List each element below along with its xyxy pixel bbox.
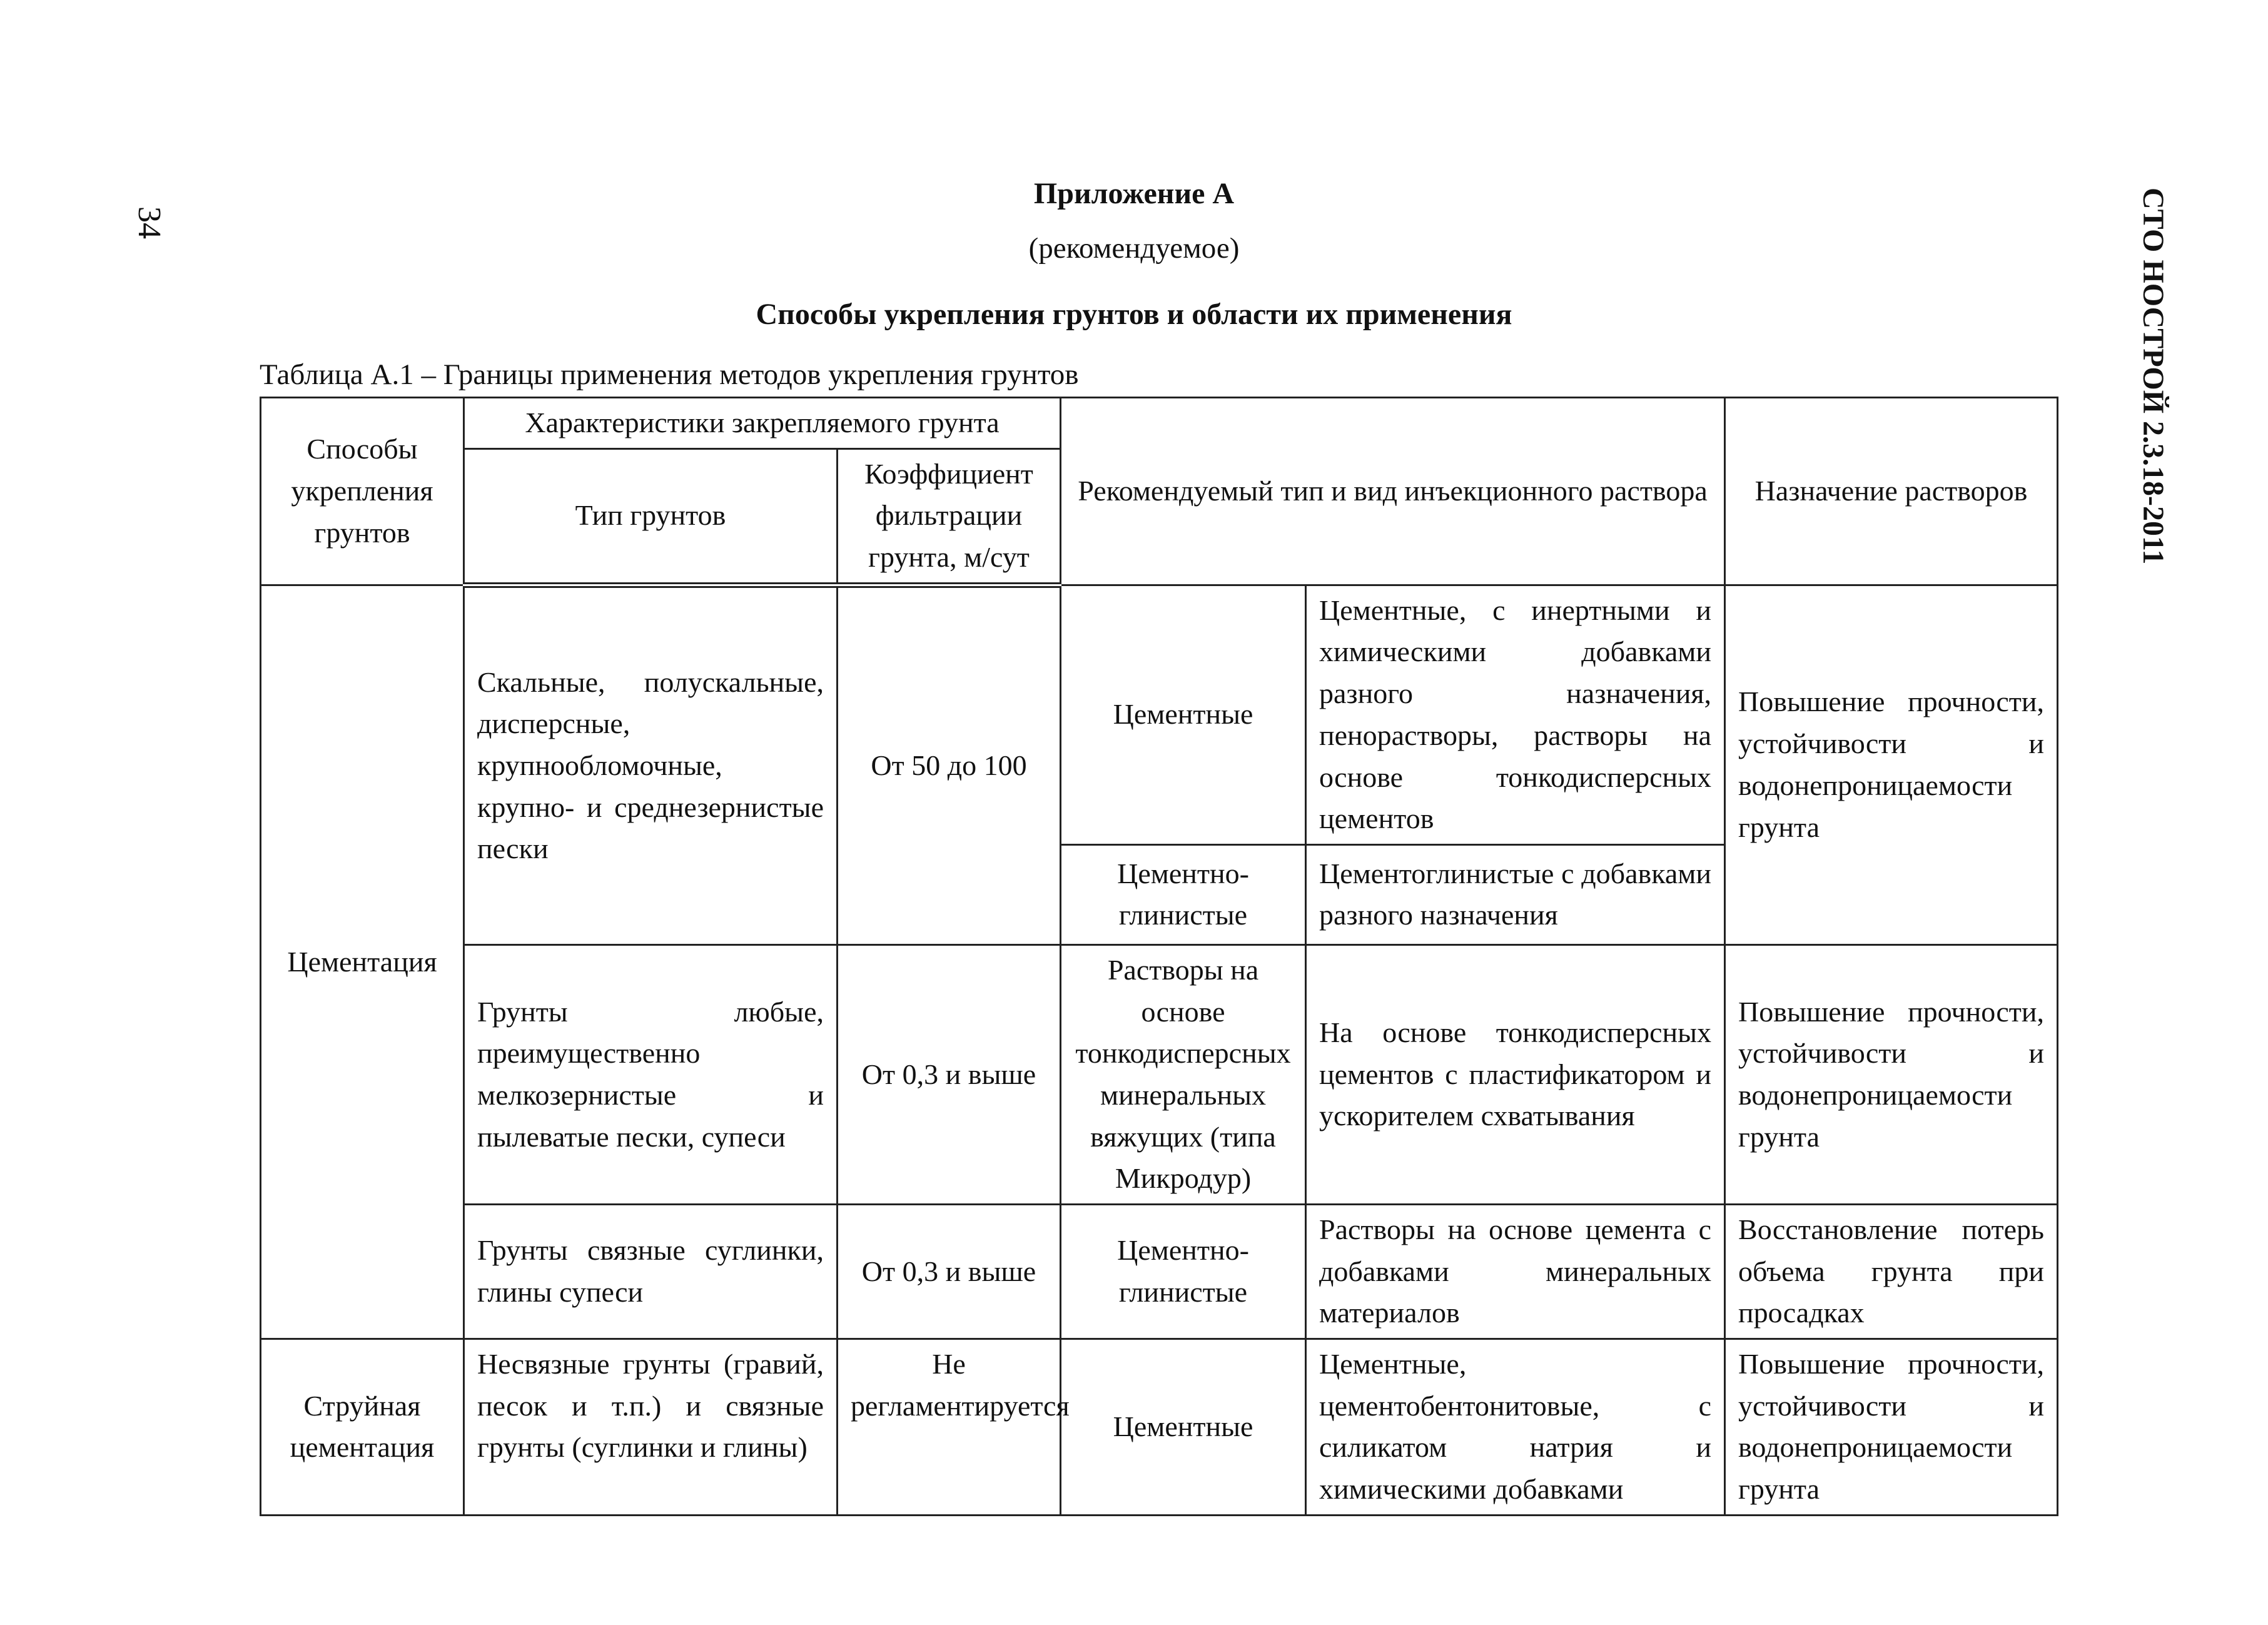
mortar-type-cell: Растворы на основе тонкодисперсных минеральных вяжущих (типа Микродур) [1061,944,1306,1204]
document-code: СТО НОСТРОЙ 2.3.18-2011 [2137,188,2170,565]
mortar-type-cell: Цементно-глинистые [1061,844,1306,944]
table-row [261,1339,2058,1516]
appendix-subtitle: (рекомендуемое) [1028,232,1240,265]
method-jet-cementation: Струйная цементация [261,1339,464,1516]
table-row [261,585,2058,844]
mortar-type-cell: Цементные [1061,585,1306,844]
filtration-coef-cell: От 0,3 и выше [838,944,1061,1204]
table-row [261,944,2058,1204]
header-soil-characteristics: Характеристики закрепляемого грунта [464,398,1061,449]
header-methods: Способы укрепления грунтов [261,398,464,585]
header-filtration-coefficient: Коэффициент фильтрации грунта, м/сут [838,448,1061,585]
soil-type-cell: Скальные, полускальные, дисперсные, крупнообломочные, крупно- и среднезернистые пески [464,585,838,944]
table-row [261,1205,2058,1339]
header-purpose: Назначение растворов [1725,398,2058,585]
mortar-type-cell: Цементные [1061,1339,1306,1516]
filtration-coef-cell: От 0,3 и выше [838,1205,1061,1339]
filtration-coef-cell: От 50 до 100 [838,585,1061,944]
appendix-title: Приложение А [1033,177,1235,210]
soil-type-cell: Несвязные грунты (гравий, песок и т.п.) и связные грунты (суглинки и глины) [464,1339,838,1516]
purpose-cell: Восстановление потерь объема грунта при просадках [1725,1205,2058,1339]
page-number: 34 [131,206,167,239]
header-mortar-type: Рекомендуемый тип и вид инъекционного раствора [1061,398,1725,585]
mortar-kind-cell: На основе тонкодисперсных цементов с пластификатором и ускорителем схватывания [1306,944,1725,1204]
mortar-kind-cell: Цементные, с инертными и химическими добавками разного назначения, пенорастворы, растворы на основе тонкодисперсных цементов [1306,585,1725,844]
soil-methods-table [260,397,2058,1516]
mortar-kind-cell: Растворы на основе цемента с добавками минеральных материалов [1306,1205,1725,1339]
header-soil-type: Тип грунтов [464,448,838,585]
purpose-cell: Повышение прочности, устойчивости и водонепроницаемости грунта [1725,1339,2058,1516]
purpose-cell: Повышение прочности, устойчивости и водонепроницаемости грунта [1725,585,2058,944]
mortar-kind-cell: Цементоглинистые с добавками разного назначения [1306,844,1725,944]
table-caption: Таблица А.1 – Границы применения методов укрепления грунтов [260,358,1079,391]
soil-type-cell: Грунты связные суглинки, глины супеси [464,1205,838,1339]
method-cementation: Цементация [261,585,464,1339]
mortar-type-cell: Цементно-глинистые [1061,1205,1306,1339]
soil-type-cell: Грунты любые, преимущественно мелкозернистые и пылеватые пески, супеси [464,944,838,1204]
purpose-cell: Повышение прочности, устойчивости и водонепроницаемости грунта [1725,944,2058,1204]
filtration-coef-cell: Не регламентируется [838,1339,1061,1516]
mortar-kind-cell: Цементные, цементобентонитовые, с силикатом натрия и химическими добавками [1306,1339,1725,1516]
section-title: Способы укрепления грунтов и области их применения [756,298,1512,331]
